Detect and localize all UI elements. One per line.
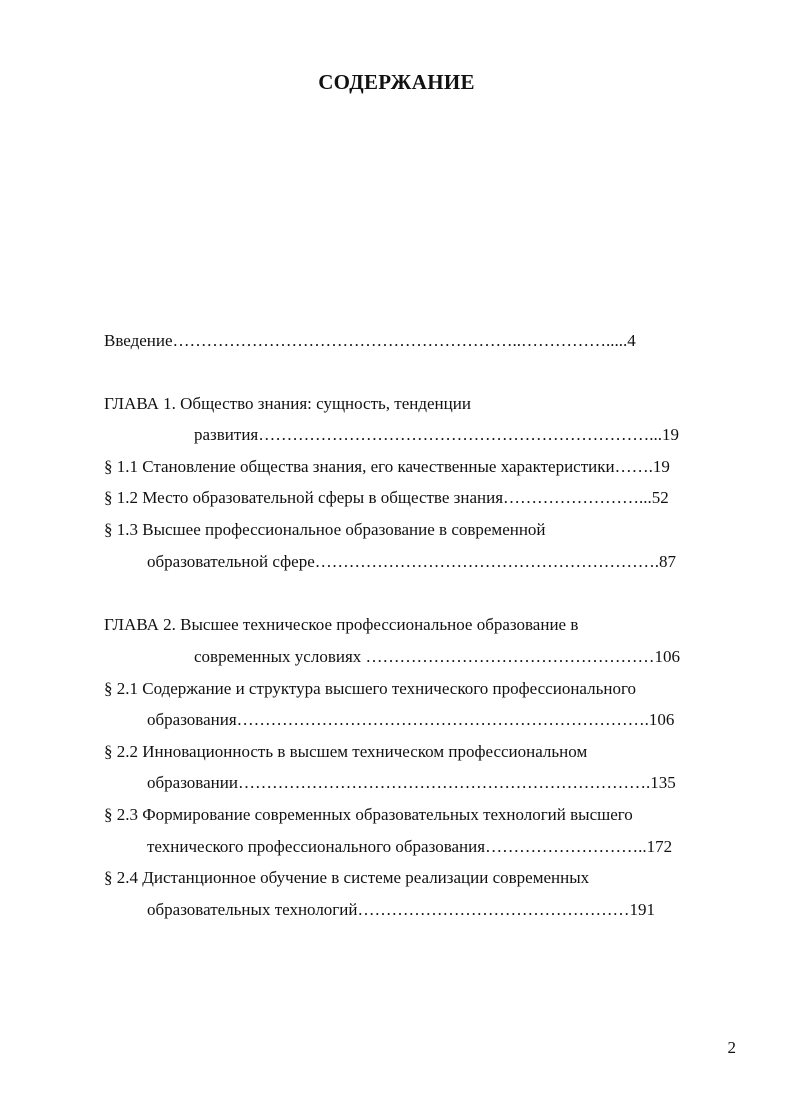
toc-section-2-4-cont: образовательных технологий…………………………………………191 — [147, 900, 655, 919]
toc-chapter-1-title-cont: развития……………………………………………………………...19 — [194, 425, 679, 444]
page-title: СОДЕРЖАНИЕ — [318, 70, 475, 94]
toc-section-1-3: § 1.3 Высшее профессиональное образование в современной — [104, 520, 546, 539]
toc-section-2-2-cont: образовании……………………………………………………………….135 — [147, 773, 676, 792]
toc-section-2-1: § 2.1 Содержание и структура высшего технического профессионального — [104, 679, 636, 698]
toc-section-1-1: § 1.1 Становление общества знания, его качественные характеристики…….19 — [104, 457, 670, 476]
toc-section-2-1-cont: образования……………………………………………………………….106 — [147, 710, 675, 729]
toc-section-2-4: § 2.4 Дистанционное обучение в системе реализации современных — [104, 868, 590, 887]
toc-section-1-3-cont: образовательной сфере…………………………………………………….87 — [147, 552, 676, 571]
toc-section-2-3: § 2.3 Формирование современных образовательных технологий высшего — [104, 805, 633, 824]
toc-section-2-2: § 2.2 Инновационность в высшем техническом профессиональном — [104, 742, 588, 761]
page-number: 2 — [727, 1038, 736, 1057]
toc-chapter-2-title: ГЛАВА 2. Высшее техническое профессиональное образование в — [104, 615, 579, 634]
toc-chapter-1-title: ГЛАВА 1. Общество знания: сущность, тенденции — [104, 394, 471, 413]
toc-section-2-3-cont: технического профессионального образования………………………..172 — [147, 837, 673, 856]
toc-chapter-2-title-cont: современных условиях ……………………………………………106 — [194, 647, 681, 666]
toc-entry-intro: Введение……………………………………………………..…………….....4 — [104, 331, 636, 350]
toc-section-1-2: § 1.2 Место образовательной сферы в обществе знания……………………...52 — [104, 488, 669, 507]
